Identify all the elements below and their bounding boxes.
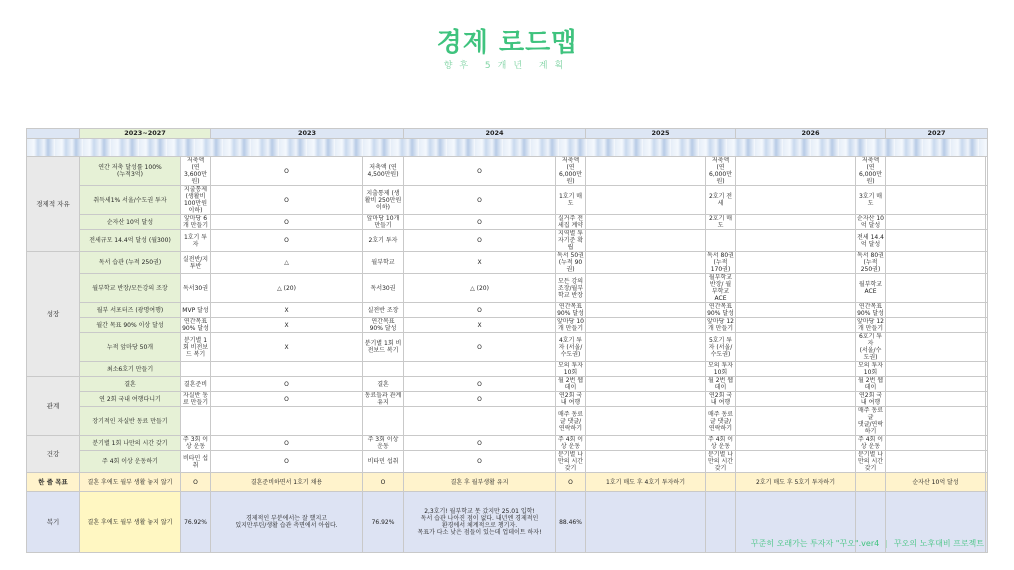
decoration-strip (27, 139, 988, 157)
edge-cell (986, 157, 988, 186)
footer-brand: 꾸준히 오래가는 투자자 "꾸오".ver4 (750, 539, 880, 548)
table-row (27, 333, 988, 362)
table-cell: 모의 투자 10회 (556, 362, 586, 377)
table-cell (404, 362, 556, 377)
table-cell: O (404, 436, 556, 451)
table-cell: O (404, 333, 556, 362)
roadmap-table (26, 128, 988, 553)
table-cell: 주 4회 이상 운동 (856, 436, 886, 451)
goal-cell: 누적 앞마당 50개 (80, 333, 181, 362)
goal-cell: 월부 서포터즈 (광명여행) (80, 303, 181, 318)
edge-cell (986, 215, 988, 230)
table-cell (886, 230, 986, 252)
table-cell: X (211, 333, 363, 362)
table-cell: O (211, 230, 363, 252)
table-cell: 비타민 섭취 (181, 451, 211, 473)
table-cell: 모든 강의 조장/월부학교 반장 (556, 274, 586, 303)
table-cell: X (211, 318, 363, 333)
edge-cell (986, 274, 988, 303)
review-cell: 76.92% (363, 492, 404, 553)
table-cell: 1호기 매도 (556, 186, 586, 215)
table-row (27, 303, 988, 318)
table-cell: MVP 달성 (181, 303, 211, 318)
table-cell: 주 3회 이상 운동 (181, 436, 211, 451)
purpose-row (27, 473, 988, 492)
table-cell (586, 157, 706, 186)
table-cell (181, 362, 211, 377)
table-cell (886, 318, 986, 333)
category-cell: 건강 (27, 436, 80, 473)
table-cell: 독서30권 (363, 274, 404, 303)
table-cell: 지출통제 (생활비 100만원 이하) (181, 186, 211, 215)
table-cell: O (404, 392, 556, 407)
table-cell: 연간목표 90% 달성 (707, 303, 734, 317)
table-row (27, 451, 988, 473)
page-subtitle: 향후 5개년 계획 (443, 61, 571, 71)
goal-cell: 결혼 (80, 377, 181, 392)
table-cell: 분기별 1회 비전보드 복기 (363, 333, 404, 362)
review-cell: 2,3호기! 월부학교 못 갔지만 25.01 입학! 독서 습관 나아진 점이 없다. 내년엔 경제적인 환경에서 체계적으로 챙기자. 목표가 다소 낮은 점들이 있는데 업데이트 하자! (404, 492, 556, 553)
table-cell: 앞마당 12개 만들기 (857, 318, 884, 332)
table-cell (886, 186, 986, 215)
table-cell: O (404, 157, 556, 186)
goal-cell: 독서 습관 (누적 250권) (80, 252, 181, 274)
table-cell: 지출통제 (생활비 250만원 이하) (363, 186, 404, 215)
review-cell (986, 492, 988, 553)
table-cell: 지역별 투자기준 확립 (556, 230, 586, 252)
table-cell: △ (20) (211, 274, 363, 303)
table-cell: 주 4회 이상 운동 (556, 436, 586, 451)
goal-cell: 주 4회 이상 운동하기 (80, 451, 181, 473)
table-cell (736, 318, 856, 333)
goal-cell: 취득세1% 서울/수도권 투자 (80, 186, 181, 215)
category-cell: 한 줄 목표 (27, 473, 80, 492)
goal-cell: 분기별 1회 나만의 시간 갖기 (80, 436, 181, 451)
table-cell: 저축액 (연 6,000만원) (856, 157, 886, 186)
table-cell: 분기별 나만의 시간 갖기 (556, 451, 586, 473)
table-cell (736, 333, 856, 362)
table-cell: O (211, 451, 363, 473)
table-cell: 월 2번 웹데이 (706, 377, 736, 392)
purpose-cell: O (363, 473, 404, 492)
table-row (27, 392, 988, 407)
table-cell (886, 215, 986, 230)
purpose-cell (706, 473, 736, 492)
table-cell: 매주 동료글 댓글/연락하기 (706, 407, 736, 436)
table-cell (886, 362, 986, 377)
purpose-cell: 결혼 후 월부생활 유지 (404, 473, 556, 492)
footer (751, 538, 984, 549)
table-cell: 동료들과 관계 유지 (363, 392, 404, 407)
table-row (27, 318, 988, 333)
table-cell: 3호기 매도 (856, 186, 886, 215)
table-cell (586, 451, 706, 473)
edge-cell (986, 436, 988, 451)
goal-cell: 전세규모 14.4억 달성 (월300) (80, 230, 181, 252)
table-cell: 주 3회 이상 운동 (363, 436, 404, 451)
purpose-cell: 1호기 매도 후 4호기 투자하기 (586, 473, 706, 492)
table-cell (736, 274, 856, 303)
table-cell: 연간목표 90% 달성 (363, 318, 404, 333)
table-cell (586, 230, 706, 252)
table-row (27, 436, 988, 451)
table-row (27, 377, 988, 392)
table-cell: 저축액 (연 3,600만원) (181, 157, 211, 186)
table-cell: 모의 투자 10회 (856, 362, 886, 377)
table-cell (586, 392, 706, 407)
table-cell (736, 230, 856, 252)
purpose-goal-cell: 결혼 후에도 월부 생활 놓지 않기 (80, 473, 181, 492)
table-row (27, 407, 988, 436)
table-cell (586, 436, 706, 451)
table-cell (736, 186, 856, 215)
table-cell: 결혼준비 (181, 377, 211, 392)
review-cell (586, 492, 706, 553)
table-cell: O (211, 215, 363, 230)
table-cell (363, 407, 404, 436)
edge-cell (986, 392, 988, 407)
header-cell-2027: 2027 (886, 129, 988, 139)
table-cell: 5호기 투자 (서울/수도권) (706, 333, 736, 362)
table-cell (586, 252, 706, 274)
goal-cell: 연 2회 국내 여행다니기 (80, 392, 181, 407)
header-cell-2026: 2026 (736, 129, 886, 139)
table-cell: 저축액 (연 6,000만원) (556, 157, 586, 186)
goal-cell: 순자산 10억 달성 (80, 215, 181, 230)
edge-cell (986, 377, 988, 392)
table-row (27, 186, 988, 215)
decoration-image (27, 139, 987, 156)
table-cell: 월 2번 웹데이 (856, 377, 886, 392)
table-cell: 독서30권 (181, 274, 211, 303)
table-cell: 연간목표 90% 달성 (182, 318, 209, 332)
table-cell (586, 318, 706, 333)
table-cell: 연2회 국내 여행 (706, 392, 736, 407)
table-cell (886, 157, 986, 186)
table-cell: O (211, 392, 363, 407)
table-cell: 비타민 섭취 (363, 451, 404, 473)
table-cell: O (211, 436, 363, 451)
table-cell (586, 377, 706, 392)
purpose-cell (986, 473, 988, 492)
table-cell (736, 451, 856, 473)
table-cell: 독서 50권 (누적 90권) (557, 252, 584, 273)
table-cell (586, 303, 706, 318)
table-cell (886, 274, 986, 303)
table-cell: 매주 동료글 댓글/연락하기 (556, 407, 586, 436)
table-cell (363, 362, 404, 377)
table-cell: O (404, 215, 556, 230)
table-cell (736, 303, 856, 318)
table-cell: 월부학교 ACE (856, 274, 886, 303)
table-cell (211, 407, 363, 436)
table-cell (736, 252, 856, 274)
edge-cell (986, 362, 988, 377)
table-cell: 독서 80권 (누적 250권) (857, 252, 884, 273)
edge-cell (986, 186, 988, 215)
table-cell: 순자산 10억 달성 (857, 215, 884, 229)
table-cell (706, 230, 736, 252)
table-row (27, 157, 988, 186)
table-cell (586, 333, 706, 362)
purpose-cell: O (556, 473, 586, 492)
edge-cell (986, 407, 988, 436)
edge-cell (986, 333, 988, 362)
table-cell (736, 377, 856, 392)
table-cell (886, 252, 986, 274)
table-cell: 월 2번 웹데이 (556, 377, 586, 392)
table-cell: O (404, 377, 556, 392)
header-cell-period: 2023~2027 (80, 129, 211, 139)
table-cell (181, 407, 211, 436)
review-cell (706, 492, 736, 553)
decoration-row (27, 139, 988, 157)
edge-cell (986, 303, 988, 318)
header-cell-blank (27, 129, 80, 139)
table-cell (586, 274, 706, 303)
table-cell: 실전반/지투반 (181, 252, 211, 274)
table-cell: 연간목표 90% 달성 (557, 303, 584, 317)
table-cell: △ (20) (404, 274, 556, 303)
table-cell (886, 436, 986, 451)
category-cell: 관계 (27, 377, 80, 436)
table-cell (736, 362, 856, 377)
table-cell: 2호기 매도 (706, 215, 736, 230)
table-cell (736, 436, 856, 451)
table-cell: X (404, 318, 556, 333)
table-cell: 결혼 (363, 377, 404, 392)
table-cell (886, 451, 986, 473)
table-cell (736, 157, 856, 186)
review-goal-cell: 결혼 후에도 월부 생활 놓지 않기 (80, 492, 181, 553)
table-cell: 전세 14.4억 달성 (856, 230, 886, 252)
table-cell (736, 215, 856, 230)
review-cell: 88.46% (556, 492, 586, 553)
table-cell: O (211, 186, 363, 215)
table-cell (886, 377, 986, 392)
table-cell (586, 215, 706, 230)
goal-cell: 월간 목표 90% 이상 달성 (80, 318, 181, 333)
table-cell: 앞마당 12개 만들기 (707, 318, 734, 332)
table-cell: △ (211, 252, 363, 274)
table-cell: 저축액 (연 4,500만원) (363, 157, 404, 186)
header-row (27, 129, 988, 139)
table-cell: 앞마당 6개 만들기 (181, 215, 211, 230)
table-cell: 분기별 나만의 시간 갖기 (706, 451, 736, 473)
table-cell: 4호기 투자 (서울/수도권) (556, 333, 586, 362)
table-cell: 연2회 국내 여행 (556, 392, 586, 407)
table-cell: 저축액 (연 6,000만원) (706, 157, 736, 186)
purpose-cell: 순자산 10억 달성 (886, 473, 986, 492)
edge-cell (986, 318, 988, 333)
category-cell: 경제적 자유 (27, 157, 80, 252)
table-cell: 자실반 동료 만들기 (181, 392, 211, 407)
page-title: 경제 로드맵 (436, 28, 578, 58)
table-cell: X (404, 252, 556, 274)
table-cell: 실전반 조장 (363, 303, 404, 318)
table-cell: 월부학교 반장/ 월부학교 ACE (706, 274, 736, 303)
footer-separator: | (885, 539, 888, 548)
table-cell: O (404, 303, 556, 318)
table-cell: O (211, 157, 363, 186)
table-cell: 연2회 국내 여행 (856, 392, 886, 407)
category-cell: 복기 (27, 492, 80, 553)
table-cell (211, 362, 363, 377)
table-cell: 분기별 나만의 시간 갖기 (856, 451, 886, 473)
table-cell (586, 407, 706, 436)
table-cell: 1호기 투자 (181, 230, 211, 252)
table-cell (886, 333, 986, 362)
table-cell: X (211, 303, 363, 318)
table-cell: 앞마당 10개 만들기 (557, 318, 584, 332)
table-cell (404, 407, 556, 436)
table-cell: 연간목표 90% 달성 (857, 303, 884, 317)
goal-cell: 연간 저축 달성률 100% (누적3억) (80, 157, 181, 186)
table-cell: O (404, 186, 556, 215)
table-cell (736, 392, 856, 407)
review-cell: 76.92% (181, 492, 211, 553)
table-cell (586, 362, 706, 377)
table-cell: 앞마당 10개 만들기 (363, 215, 404, 230)
goal-cell: 최소6호기 만들기 (80, 362, 181, 377)
table-cell (886, 303, 986, 318)
category-cell: 성장 (27, 252, 80, 377)
table-cell (736, 407, 856, 436)
table-cell: O (404, 451, 556, 473)
table-cell: 독서 80권 (누적 170권) (707, 252, 734, 273)
purpose-cell: O (181, 473, 211, 492)
table-row (27, 362, 988, 377)
table-cell: 6호기 투자 (서울/수도권) (856, 333, 886, 362)
purpose-cell: 2호기 매도 후 5호기 투자하기 (736, 473, 856, 492)
review-cell: 경제적인 부분에서는 잘 했지고 있지만루틴/생활 습관 측면에서 아쉽다. (211, 492, 363, 553)
table-cell: 실거주 전세집 계약 (556, 215, 586, 230)
table-cell: 주 4회 이상 운동 (706, 436, 736, 451)
table-row (27, 230, 988, 252)
goal-cell: 장기적인 자실반 동료 만들기 (80, 407, 181, 436)
edge-cell (986, 230, 988, 252)
table-cell: 모의 투자 10회 (706, 362, 736, 377)
footer-project: 꾸오의 노후대비 프로젝트 (893, 539, 984, 548)
header-cell-2024: 2024 (404, 129, 586, 139)
edge-cell (986, 252, 988, 274)
purpose-cell: 결혼준비하면서 1호기 채용 (211, 473, 363, 492)
table-row (27, 274, 988, 303)
table-row (27, 252, 988, 274)
table-cell: 매주 동료글 댓글/연락하기 (856, 407, 886, 436)
purpose-cell (856, 473, 886, 492)
edge-cell (986, 451, 988, 473)
table-cell (886, 407, 986, 436)
table-cell: O (211, 377, 363, 392)
table-cell: 2호기 투자 (363, 230, 404, 252)
header-cell-2023: 2023 (211, 129, 404, 139)
table-row (27, 215, 988, 230)
table-cell: 분기별 1회 비전보드 복기 (181, 333, 211, 362)
header-cell-2025: 2025 (586, 129, 736, 139)
table-cell: O (404, 230, 556, 252)
table-cell (586, 186, 706, 215)
table-cell: 월부학교 (363, 252, 404, 274)
table-cell (886, 392, 986, 407)
goal-cell: 월부학교 반장/모든강의 조장 (80, 274, 181, 303)
table-cell: 2호기 전세 (706, 186, 736, 215)
